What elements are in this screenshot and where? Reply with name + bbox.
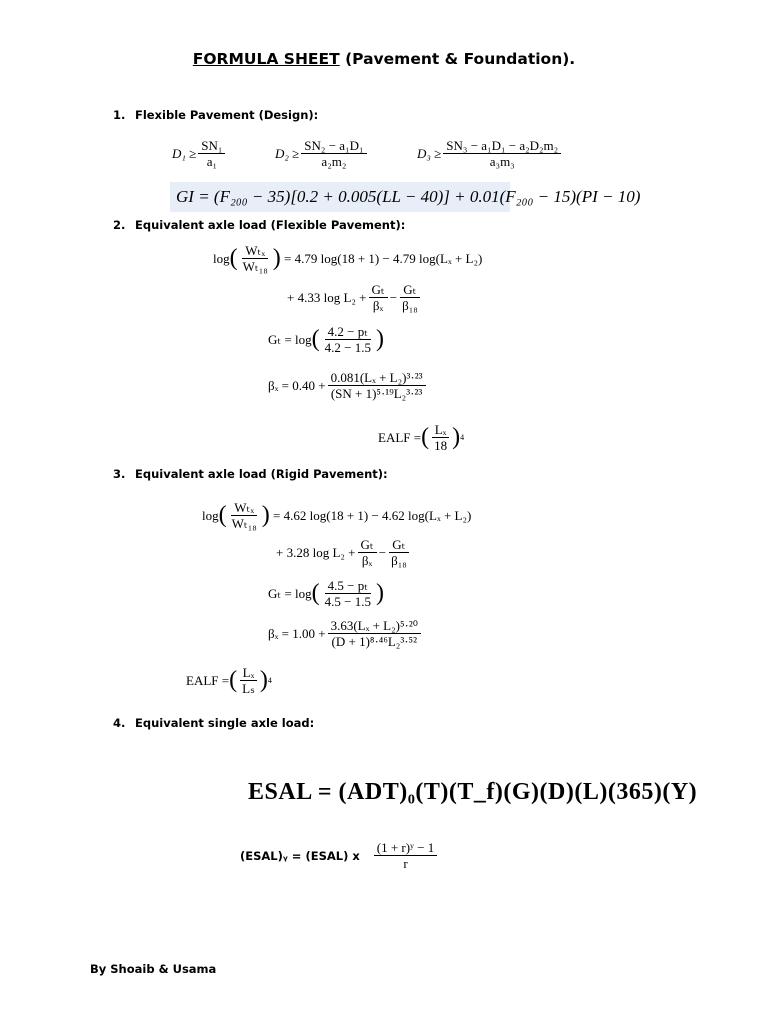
esal-y-equation: (ESAL)ᵧ = (ESAL) x $\frac{\text{(1 + r)ʸ − 1}}{r}$ (240, 840, 439, 871)
rigid-eal-line2: + 3.28 log L₂ + $\frac{\text{Gₜ}}{\text{βₓ}}$ − $\frac{\text{Gₜ}}{\text{β₁₈}}$ (276, 537, 407, 568)
esal-equation: ESAL = (ADT)₀(T)(T_f)(G)(D)(L)(365)(Y) (248, 779, 698, 805)
rigid-eal-beta: βₓ = 1.00 + $\frac{\text{3.63(Lₓ + L₂)⁵·²⁰}}{\text{(D + 1)⁸·⁴⁶L₂³·⁵²}}$ (268, 618, 423, 649)
flex-ealf: EALF = ( $\frac{\text{Lₓ}}{18}$ ) 4 (378, 422, 465, 453)
equation-d3: D₃ ≥ $\frac{\text{SN₃ − a₁D₁ − a₂D₂m₂}}{\text{a₃m₃}}$ (417, 138, 563, 169)
flex-eal-beta: βₓ = 0.40 + $\frac{\text{0.081(Lₓ + L₂)³·²³}}{\text{(SN + 1)⁵·¹⁹L₂³·²³}}$ (268, 370, 428, 401)
esal-y-label: (ESAL)ᵧ = (ESAL) x (240, 848, 360, 863)
group-index-equation: GI = (F₂₀₀ − 35)[0.2 + 0.005(LL − 40)] + 0.01(F₂₀₀ − 15)(PI − 10) (170, 182, 510, 212)
section-heading-4: 4. Equivalent single axle load: (113, 716, 315, 730)
title-rest: (Pavement & Foundation). (339, 50, 576, 68)
section-heading-1: 1. Flexible Pavement (Design): (113, 108, 319, 122)
footer-authors: By Shoaib & Usama (90, 962, 217, 976)
flex-eal-gt: Gₜ = log ( $\frac{\text{4.2 − pₜ}}{4.2 - 1.5}$ ) (268, 324, 385, 355)
section-heading-3: 3. Equivalent axle load (Rigid Pavement): (113, 467, 388, 481)
section-heading-2: 2. Equivalent axle load (Flexible Pavement): (113, 218, 406, 232)
flex-eal-line1: log ( $\frac{\text{Wₜₓ}}{\text{Wₜ₁₈}}$ ) = 4.79 log(18 + 1) − 4.79 log(Lₓ + L₂) (213, 243, 483, 274)
rigid-eal-line1: log ( $\frac{\text{Wₜₓ}}{\text{Wₜ₁₈}}$ ) = 4.62 log(18 + 1) − 4.62 log(Lₓ + L₂) (202, 500, 472, 531)
rigid-eal-gt: Gₜ = log ( $\frac{\text{4.5 − pₜ}}{4.5 - 1.5}$ ) (268, 578, 385, 609)
flex-eal-line2: + 4.33 log L₂ + $\frac{\text{Gₜ}}{\text{βₓ}}$ − $\frac{\text{Gₜ}}{\text{β₁₈}}$ (287, 282, 418, 313)
rigid-ealf: EALF = ( $\frac{\text{Lₓ}}{\text{Lₛ}}$ ) 4 (186, 665, 272, 696)
equation-d1: D₁ ≥ $\frac{\text{SN₁}}{\text{a₁}}$ (172, 138, 227, 169)
page-title (0, 50, 768, 68)
equation-d2: D₂ ≥ $\frac{\text{SN₂ − a₁D₁}}{\text{a₂m₂}}$ (275, 138, 369, 169)
title-main: FORMULA SHEET (192, 50, 340, 68)
